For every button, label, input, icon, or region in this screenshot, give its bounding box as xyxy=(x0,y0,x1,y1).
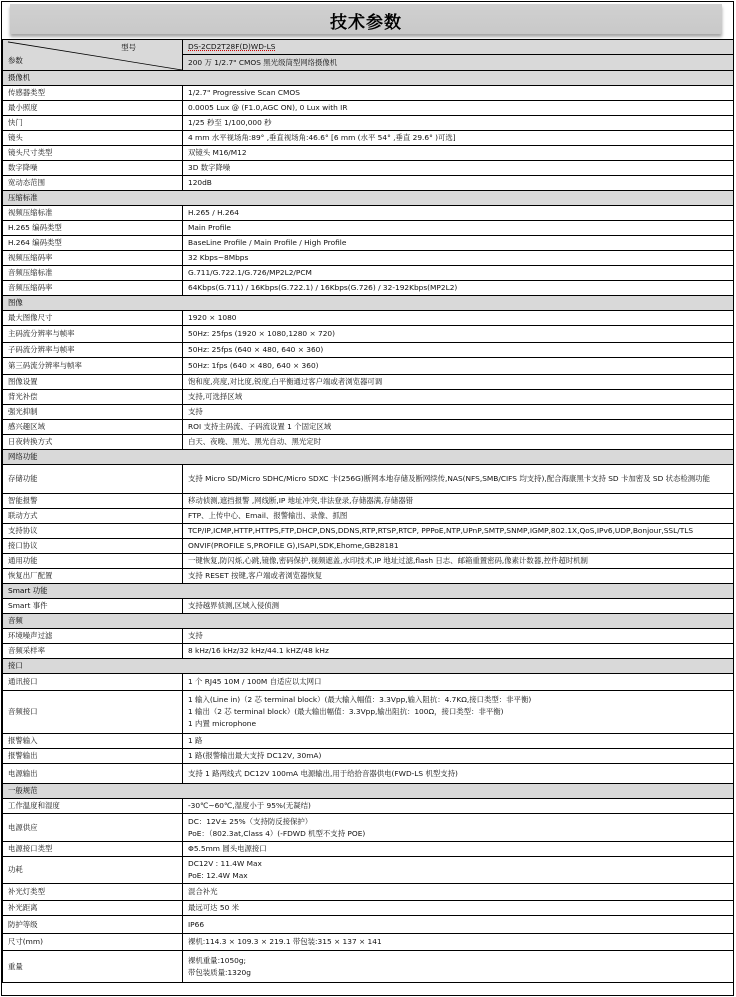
model-row xyxy=(3,40,734,55)
spec-label: 尺寸(mm) xyxy=(3,934,183,951)
spec-value: 32 Kbps~8Mbps xyxy=(183,251,734,266)
spec-row xyxy=(3,101,734,116)
spec-row xyxy=(3,358,734,375)
spec-value-line: 1 输入(Line in)（2 芯 terminal block）(最大输入幅值：3.3Vpp,输入阻抗：4.7KΩ,接口类型：非平衡) xyxy=(188,695,532,704)
spec-value: 1 个 RJ45 10M / 100M 自适应以太网口 xyxy=(183,674,734,691)
section-header xyxy=(3,614,734,629)
spec-value: FTP、上传中心、Email、报警输出、录像、抓图 xyxy=(183,509,734,524)
corner-top-label: 型号 xyxy=(121,43,136,52)
section-title: 音频 xyxy=(3,614,734,629)
section-title: 压缩标准 xyxy=(3,191,734,206)
section-header xyxy=(3,584,734,599)
spec-row xyxy=(3,266,734,281)
model-value xyxy=(183,40,734,55)
spec-row xyxy=(3,494,734,509)
spec-value-line: DC：12V± 25%（支持防反接保护） xyxy=(188,816,313,826)
spec-row xyxy=(3,405,734,420)
spec-value: 支持越界侦测,区域入侵侦测 xyxy=(183,599,734,614)
spec-row xyxy=(3,629,734,644)
spec-label: 补光距离 xyxy=(3,901,183,916)
spec-row xyxy=(3,691,734,734)
spec-row xyxy=(3,524,734,539)
spec-row xyxy=(3,435,734,450)
spec-row xyxy=(3,206,734,221)
spec-label: 感兴趣区域 xyxy=(3,420,183,435)
section-title: 图像 xyxy=(3,296,734,311)
spec-row xyxy=(3,674,734,691)
spec-label: 音频压缩码率 xyxy=(3,281,183,296)
spec-label: 电源输出 xyxy=(3,764,183,784)
spec-label: 补光灯类型 xyxy=(3,884,183,901)
spec-label: 视频压缩标准 xyxy=(3,206,183,221)
spec-value xyxy=(183,857,734,884)
spec-value: TCP/IP,ICMP,HTTP,HTTPS,FTP,DHCP,DNS,DDNS,RTP,RTSP,RTCP, PPPoE,NTP,UPnP,SMTP,SNMP,IGMP,802.1X,QoS,IPv6,UDP,Bonjour,SSL/TLS xyxy=(183,524,734,539)
page-title: 技术参数 xyxy=(330,13,402,33)
spec-label: 背光补偿 xyxy=(3,390,183,405)
spec-value: 支持 xyxy=(183,405,734,420)
spec-value: 50Hz: 25fps (1920 × 1080,1280 × 720) xyxy=(183,326,734,343)
spec-row xyxy=(3,236,734,251)
spec-label: 日夜转换方式 xyxy=(3,435,183,450)
spec-label: 强光抑制 xyxy=(3,405,183,420)
spec-row xyxy=(3,554,734,569)
spec-value: 支持 1 路两线式 DC12V 100mA 电源输出,用于给拾音器供电(FWD-LS 机型支持) xyxy=(183,764,734,784)
spec-value: ONVIF(PROFILE S,PROFILE G),ISAPI,SDK,Ehome,GB28181 xyxy=(183,539,734,554)
spec-label: 音频压缩标准 xyxy=(3,266,183,281)
spec-row xyxy=(3,764,734,784)
spec-row xyxy=(3,857,734,884)
spec-value: 支持 RESET 按键,客户端或者浏览器恢复 xyxy=(183,569,734,584)
spec-row xyxy=(3,916,734,934)
spec-value: 1 路 xyxy=(183,734,734,749)
spec-row xyxy=(3,131,734,146)
spec-row xyxy=(3,116,734,131)
spec-value: 双镜头 M16/M12 xyxy=(183,146,734,161)
spec-row xyxy=(3,221,734,236)
spec-value: ROI 支持主码流、子码流设置 1 个固定区域 xyxy=(183,420,734,435)
spec-label: H.265 编码类型 xyxy=(3,221,183,236)
spec-sheet xyxy=(1,1,734,996)
spec-label: 报警输入 xyxy=(3,734,183,749)
spec-value: 一键恢复,防闪烁,心跳,镜像,密码保护,视频遮盖,水印技术,IP 地址过滤,flash 日志、邮箱重置密码,像素计数器,控件超时机制 xyxy=(183,554,734,569)
spec-label: 通讯接口 xyxy=(3,674,183,691)
spec-label: 联动方式 xyxy=(3,509,183,524)
spec-value: 3D 数字降噪 xyxy=(183,161,734,176)
spec-value-line: PoE：（802.3at,Class 4）(-FDWD 机型不支持 POE) xyxy=(188,828,366,838)
spec-value: 白天、夜晚、黑光、黑光自动、黑光定时 xyxy=(183,435,734,450)
spec-row xyxy=(3,814,734,842)
model-number: DS-2CD2T28F(D)WD-LS xyxy=(188,42,276,51)
title-area xyxy=(2,2,733,39)
corner-bottom-label: 参数 xyxy=(8,56,23,65)
spec-value: 1 路(报警输出最大支持 DC12V, 30mA) xyxy=(183,749,734,764)
section-header xyxy=(3,296,734,311)
spec-value-line: PoE: 12.4W Max xyxy=(188,871,248,880)
spec-label: 镜头 xyxy=(3,131,183,146)
spec-value: 最远可达 50 米 xyxy=(183,901,734,916)
spec-row xyxy=(3,644,734,659)
spec-row xyxy=(3,146,734,161)
spec-label: 接口协议 xyxy=(3,539,183,554)
spec-value: 120dB xyxy=(183,176,734,191)
spec-value: 50Hz: 1fps (640 × 480, 640 × 360) xyxy=(183,358,734,375)
spec-row xyxy=(3,569,734,584)
spec-row xyxy=(3,734,734,749)
spec-label: 防护等级 xyxy=(3,916,183,934)
spec-row xyxy=(3,842,734,857)
spec-value: -30℃~60℃,湿度小于 95%(无凝结) xyxy=(183,799,734,814)
spec-value: 饱和度,亮度,对比度,锐度,白平衡通过客户端或者浏览器可调 xyxy=(183,375,734,390)
spec-row xyxy=(3,799,734,814)
spec-label: 快门 xyxy=(3,116,183,131)
spec-value-line: 裸机重量:1050g; xyxy=(188,955,247,965)
spec-value: 64Kbps(G.711) / 16Kbps(G.722.1) / 16Kbps(G.726) / 32-192Kbps(MP2L2) xyxy=(183,281,734,296)
section-title: 网络功能 xyxy=(3,450,734,465)
diagonal-line-icon xyxy=(3,40,182,70)
spec-label: H.264 编码类型 xyxy=(3,236,183,251)
spec-value-line: 带包装质量:1320g xyxy=(188,967,251,977)
spec-label: 镜头尺寸类型 xyxy=(3,146,183,161)
spec-label: 数字降噪 xyxy=(3,161,183,176)
spec-label: 电源供应 xyxy=(3,814,183,842)
spec-value-line: DC12V : 11.4W Max xyxy=(188,859,262,868)
spec-value: 支持 xyxy=(183,629,734,644)
section-title: 一般规范 xyxy=(3,784,734,799)
section-title: 摄像机 xyxy=(3,71,734,86)
spec-row xyxy=(3,375,734,390)
spec-value: 4 mm 水平视场角:89° ,垂直视场角:46.6° [6 mm (水平 54° ,垂直 29.6° )可选] xyxy=(183,131,734,146)
spec-value: 支持,可选择区域 xyxy=(183,390,734,405)
spec-label: 最小照度 xyxy=(3,101,183,116)
spec-row xyxy=(3,465,734,494)
spec-label: 子码流分辨率与帧率 xyxy=(3,343,183,358)
spec-row xyxy=(3,884,734,901)
spec-label: 音频接口 xyxy=(3,691,183,734)
spec-value: IP66 xyxy=(183,916,734,934)
spec-row xyxy=(3,509,734,524)
spec-value: 50Hz: 25fps (640 × 480, 640 × 360) xyxy=(183,343,734,358)
section-header xyxy=(3,784,734,799)
spec-label: Smart 事件 xyxy=(3,599,183,614)
spec-row xyxy=(3,951,734,983)
spec-value: 1/25 秒至 1/100,000 秒 xyxy=(183,116,734,131)
spec-value-line: 1 输出（2 芯 terminal block）(最大输出幅值：3.3Vpp,输出阻抗：100Ω，接口类型：非平衡) xyxy=(188,707,504,716)
spec-value: 8 kHz/16 kHz/32 kHz/44.1 kHZ/48 kHz xyxy=(183,644,734,659)
spec-row xyxy=(3,86,734,101)
spec-label: 工作温度和湿度 xyxy=(3,799,183,814)
spec-label: 存储功能 xyxy=(3,465,183,494)
spec-value: G.711/G.722.1/G.726/MP2L2/PCM xyxy=(183,266,734,281)
spec-row xyxy=(3,326,734,343)
spec-value: 裸机:114.3 × 109.3 × 219.1 带包装:315 × 137 × 141 xyxy=(183,934,734,951)
spec-value: 0.0005 Lux @ (F1.0,AGC ON), 0 Lux with IR xyxy=(183,101,734,116)
spec-label: 支持协议 xyxy=(3,524,183,539)
spec-row xyxy=(3,420,734,435)
spec-label: 电源接口类型 xyxy=(3,842,183,857)
spec-label: 图像设置 xyxy=(3,375,183,390)
corner-cell xyxy=(3,40,183,71)
spec-row xyxy=(3,176,734,191)
spec-label: 功耗 xyxy=(3,857,183,884)
spec-value: 1/2.7" Progressive Scan CMOS xyxy=(183,86,734,101)
spec-label: 第三码流分辨率与帧率 xyxy=(3,358,183,375)
spec-label: 最大图像尺寸 xyxy=(3,311,183,326)
spec-label: 视频压缩码率 xyxy=(3,251,183,266)
spec-label: 音频采样率 xyxy=(3,644,183,659)
spec-row xyxy=(3,934,734,951)
spec-label: 报警输出 xyxy=(3,749,183,764)
spec-value xyxy=(183,814,734,842)
spec-value: 移动侦测,遮挡报警 ,网线断,IP 地址冲突,非法登录,存储器满,存储器错 xyxy=(183,494,734,509)
spec-value xyxy=(183,951,734,983)
spec-row xyxy=(3,749,734,764)
spec-row xyxy=(3,539,734,554)
section-header xyxy=(3,191,734,206)
spec-value: 1920 × 1080 xyxy=(183,311,734,326)
spec-label: 恢复出厂配置 xyxy=(3,569,183,584)
spec-table xyxy=(2,39,734,983)
section-header xyxy=(3,450,734,465)
spec-row xyxy=(3,161,734,176)
spec-label: 主码流分辨率与帧率 xyxy=(3,326,183,343)
spec-label: 通用功能 xyxy=(3,554,183,569)
spec-value: H.265 / H.264 xyxy=(183,206,734,221)
spec-row xyxy=(3,251,734,266)
spec-value: BaseLine Profile / Main Profile / High Profile xyxy=(183,236,734,251)
section-title: 接口 xyxy=(3,659,734,674)
section-header xyxy=(3,659,734,674)
spec-value: 混合补光 xyxy=(183,884,734,901)
spec-row xyxy=(3,343,734,358)
spec-label: 智能报警 xyxy=(3,494,183,509)
section-header xyxy=(3,71,734,86)
spec-label: 传感器类型 xyxy=(3,86,183,101)
title-bar xyxy=(10,4,722,34)
spec-label: 环境噪声过滤 xyxy=(3,629,183,644)
spec-value xyxy=(183,691,734,734)
spec-row xyxy=(3,281,734,296)
spec-value-line: 1 内置 microphone xyxy=(188,719,257,728)
spec-value: Φ5.5mm 圆头电源接口 xyxy=(183,842,734,857)
description-value: 200 万 1/2.7" CMOS 黑光级筒型网络摄像机 xyxy=(183,55,734,71)
spec-value: 支持 Micro SD/Micro SDHC/Micro SDXC 卡(256G)断网本地存储及断网续传,NAS(NFS,SMB/CIFS 均支持),配合海康黑卡支持 SD 卡加密及 SD 状态检测功能 xyxy=(183,465,734,494)
section-title: Smart 功能 xyxy=(3,584,734,599)
spec-row xyxy=(3,599,734,614)
spec-label: 重量 xyxy=(3,951,183,983)
spec-row xyxy=(3,311,734,326)
spec-row xyxy=(3,390,734,405)
spec-value: Main Profile xyxy=(183,221,734,236)
spec-row xyxy=(3,901,734,916)
spec-label: 宽动态范围 xyxy=(3,176,183,191)
